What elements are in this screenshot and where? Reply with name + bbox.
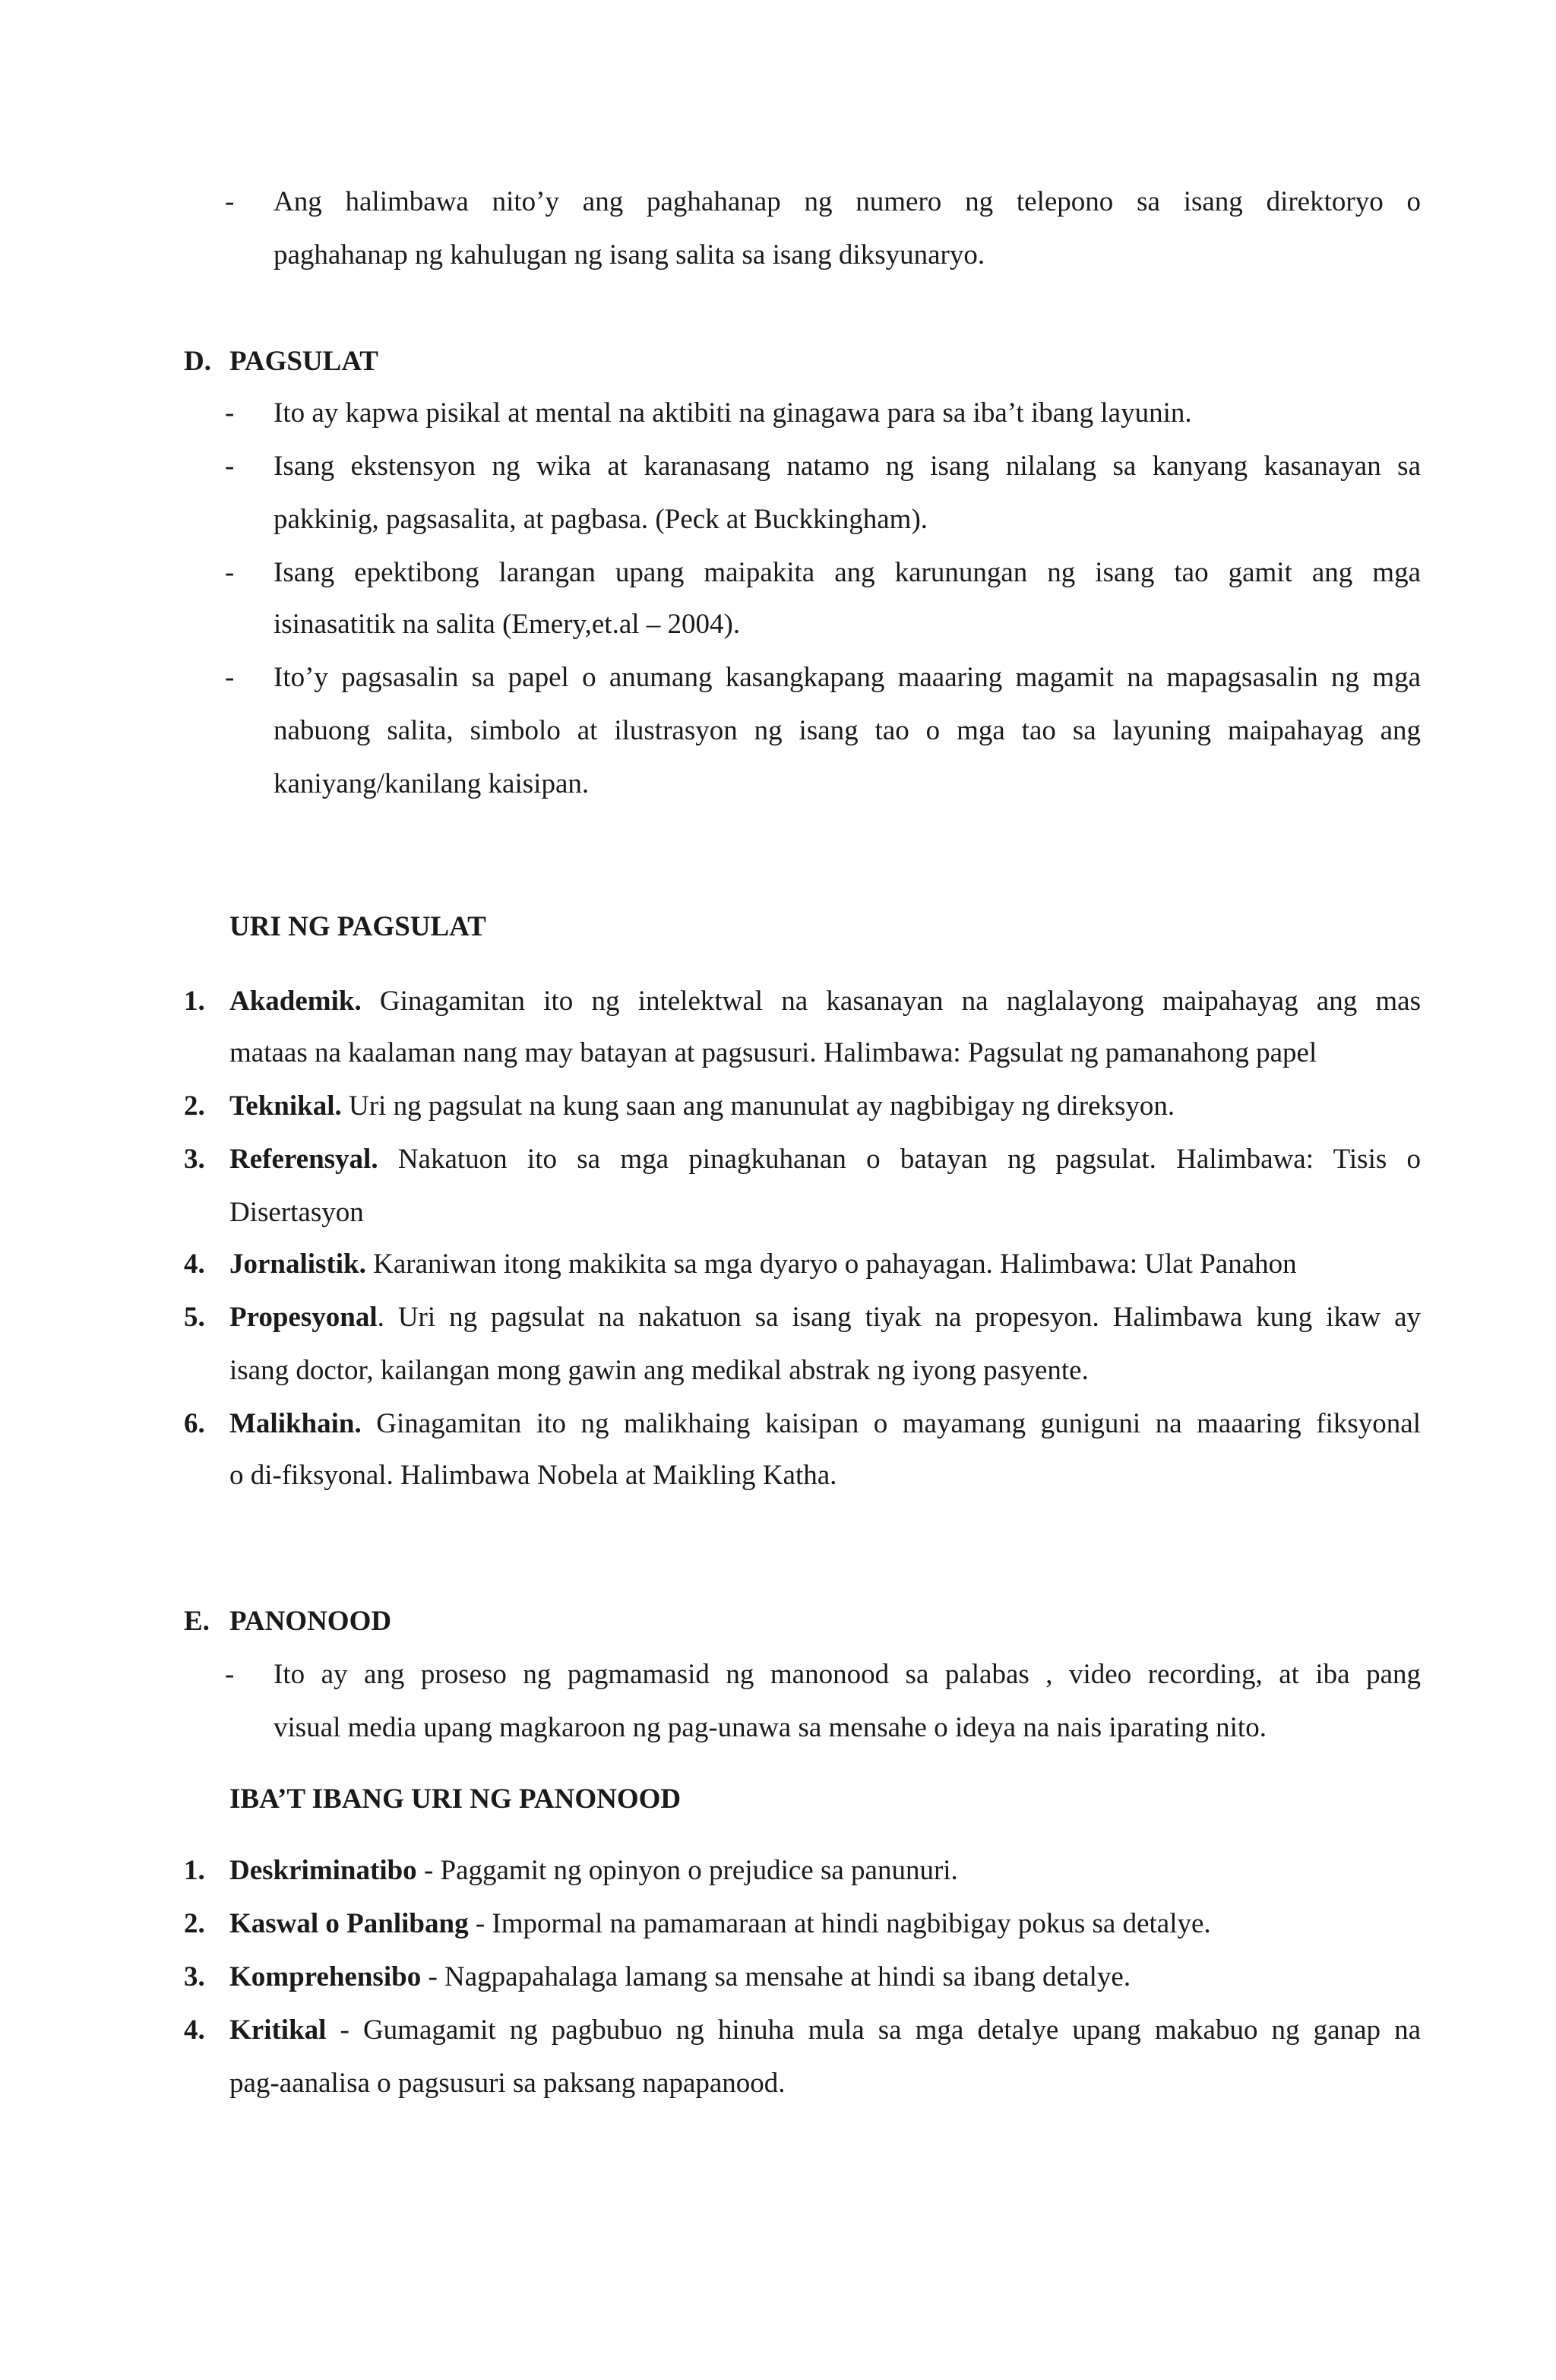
item-text: - Paggamit ng opinyon o prejudice sa panunuri.: [416, 1855, 958, 1886]
pagsulat-item-5-line-1: [229, 1299, 1421, 1336]
section-e-marker: E.: [184, 1606, 210, 1637]
panonood-item-2: [229, 1906, 1211, 1942]
item-term: Malikhain.: [229, 1408, 362, 1439]
bullet-dash: -: [225, 397, 235, 429]
section-d-title: PAGSULAT: [229, 346, 378, 377]
section-d-bullet-4-line-3: kaniyang/kanilang kaisipan.: [274, 768, 590, 799]
section-d-bullet-3-line-2: isinasatitik na salita (Emery,et.al – 2004).: [274, 609, 741, 640]
pagsulat-item-6-line-2: o di-fiksyonal. Halimbawa Nobela at Maikling Katha.: [229, 1460, 837, 1491]
section-d-bullet-2-line-2: pakkinig, pagsasalita, at pagbasa. (Peck at Buckkingham).: [274, 504, 928, 535]
item-text: Karaniwan itong makikita sa mga dyaryo o pahayagan. Halimbawa: Ulat Panahon: [365, 1249, 1297, 1280]
list-number: 1.: [184, 1855, 205, 1886]
pagsulat-item-1-line-2: mataas na kaalaman nang may batayan at pagsusuri. Halimbawa: Pagsulat ng pamanahong papel: [229, 1037, 1317, 1068]
pagsulat-item-3-line-2: Disertasyon: [229, 1197, 364, 1228]
iba-ibang-uri-heading: IBA’T IBANG URI NG PANONOOD: [229, 1783, 682, 1815]
item-term: Jornalistik.: [229, 1249, 366, 1280]
item-term: Akademik.: [229, 986, 362, 1017]
item-term: Propesyonal: [229, 1302, 378, 1333]
uri-ng-pagsulat-heading: URI NG PAGSULAT: [229, 911, 486, 942]
item-term: Teknikal.: [229, 1090, 342, 1122]
section-d-bullet-2-line-1: Isang ekstensyon ng wika at karanasang natamo ng isang nilalang sa kanyang kasanayan sa: [274, 451, 1421, 482]
bullet-dash: -: [225, 557, 235, 588]
section-d-bullet-3-line-1: Isang epektibong larangan upang maipakita ang karunungan ng isang tao gamit ang mga: [274, 557, 1421, 588]
item-text: - Impormal na pamamaraan at hindi nagbibigay pokus sa detalye.: [468, 1908, 1211, 1939]
pagsulat-item-6-line-1: [229, 1406, 1421, 1442]
bullet-dash: -: [225, 186, 235, 217]
item-text: Nakatuon ito sa mga pinagkuhanan o batayan ng pagsulat. Halimbawa: Tisis o: [378, 1144, 1421, 1175]
section-d-marker: D.: [184, 346, 211, 377]
item-term: Referensyal.: [229, 1144, 378, 1175]
section-e-bullet-line-1: Ito ay ang proseso ng pagmamasid ng manonood sa palabas , video recording, at iba pang: [274, 1659, 1421, 1690]
section-d-bullet-1-line-1: Ito ay kapwa pisikal at mental na aktibiti na ginagawa para sa iba’t ibang layunin.: [274, 397, 1192, 429]
panonood-item-4-line-1: [229, 2012, 1421, 2049]
panonood-item-4-line-2: pag-aanalisa o pagsusuri sa paksang napapanood.: [229, 2068, 786, 2099]
item-term: Kritikal: [229, 2014, 327, 2046]
bullet-dash: -: [225, 1659, 235, 1690]
list-number: 4.: [184, 2014, 205, 2046]
pagsulat-item-5-line-2: isang doctor, kailangan mong gawin ang medikal abstrak ng iyong pasyente.: [229, 1355, 1089, 1386]
item-text: . Uri ng pagsulat na nakatuon sa isang tiyak na propesyon. Halimbawa kung ikaw ay: [377, 1302, 1421, 1333]
panonood-item-1: [229, 1853, 958, 1889]
item-text: Uri ng pagsulat na kung saan ang manunulat ay nagbibigay ng direksyon.: [341, 1090, 1175, 1122]
list-number: 2.: [184, 1908, 205, 1939]
section-d-bullet-4-line-1: Ito’y pagsasalin sa papel o anumang kasangkapang maaaring magamit na mapagsasalin ng mga: [274, 662, 1421, 693]
item-text: - Gumagamit ng pagbubuo ng hinuha mula sa mga detalye upang makabuo ng ganap na: [326, 2014, 1421, 2046]
panonood-item-3: [229, 1959, 1131, 1995]
list-number: 4.: [184, 1249, 205, 1280]
item-text: - Nagpapahalaga lamang sa mensahe at hindi sa ibang detalye.: [421, 1961, 1131, 1992]
item-term: Deskriminatibo: [229, 1855, 417, 1886]
pagsulat-item-4-line-1: [229, 1246, 1297, 1283]
list-number: 2.: [184, 1090, 205, 1122]
list-number: 6.: [184, 1408, 205, 1439]
item-text: Ginagamitan ito ng intelektwal na kasanayan na naglalayong maipahayag ang mas: [361, 986, 1421, 1017]
section-e-title: PANONOOD: [229, 1606, 392, 1637]
list-number: 3.: [184, 1961, 205, 1992]
item-term: Komprehensibo: [229, 1961, 422, 1992]
bullet-dash: -: [225, 451, 235, 482]
list-number: 3.: [184, 1144, 205, 1175]
section-d-bullet-4-line-2: nabuong salita, simbolo at ilustrasyon ng isang tao o mga tao sa layuning maipahayag ang: [274, 715, 1421, 746]
item-term: Kaswal o Panlibang: [229, 1908, 469, 1939]
list-number: 1.: [184, 986, 205, 1017]
item-text: Ginagamitan ito ng malikhaing kaisipan o mayamang guniguni na maaaring fiksyonal: [361, 1408, 1421, 1439]
pagsulat-item-3-line-1: [229, 1141, 1421, 1178]
intro-bullet-line-2: paghahanap ng kahulugan ng isang salita sa isang diksyunaryo.: [274, 239, 985, 271]
pagsulat-item-2-line-1: [229, 1088, 1175, 1125]
list-number: 5.: [184, 1302, 205, 1333]
pagsulat-item-1-line-1: [229, 983, 1421, 1020]
bullet-dash: -: [225, 662, 235, 693]
intro-bullet-line-1: Ang halimbawa nito’y ang paghahanap ng numero ng telepono sa isang direktoryo o: [274, 186, 1421, 217]
section-e-bullet-line-2: visual media upang magkaroon ng pag-unawa sa mensahe o ideya na nais iparating nito.: [274, 1712, 1267, 1743]
